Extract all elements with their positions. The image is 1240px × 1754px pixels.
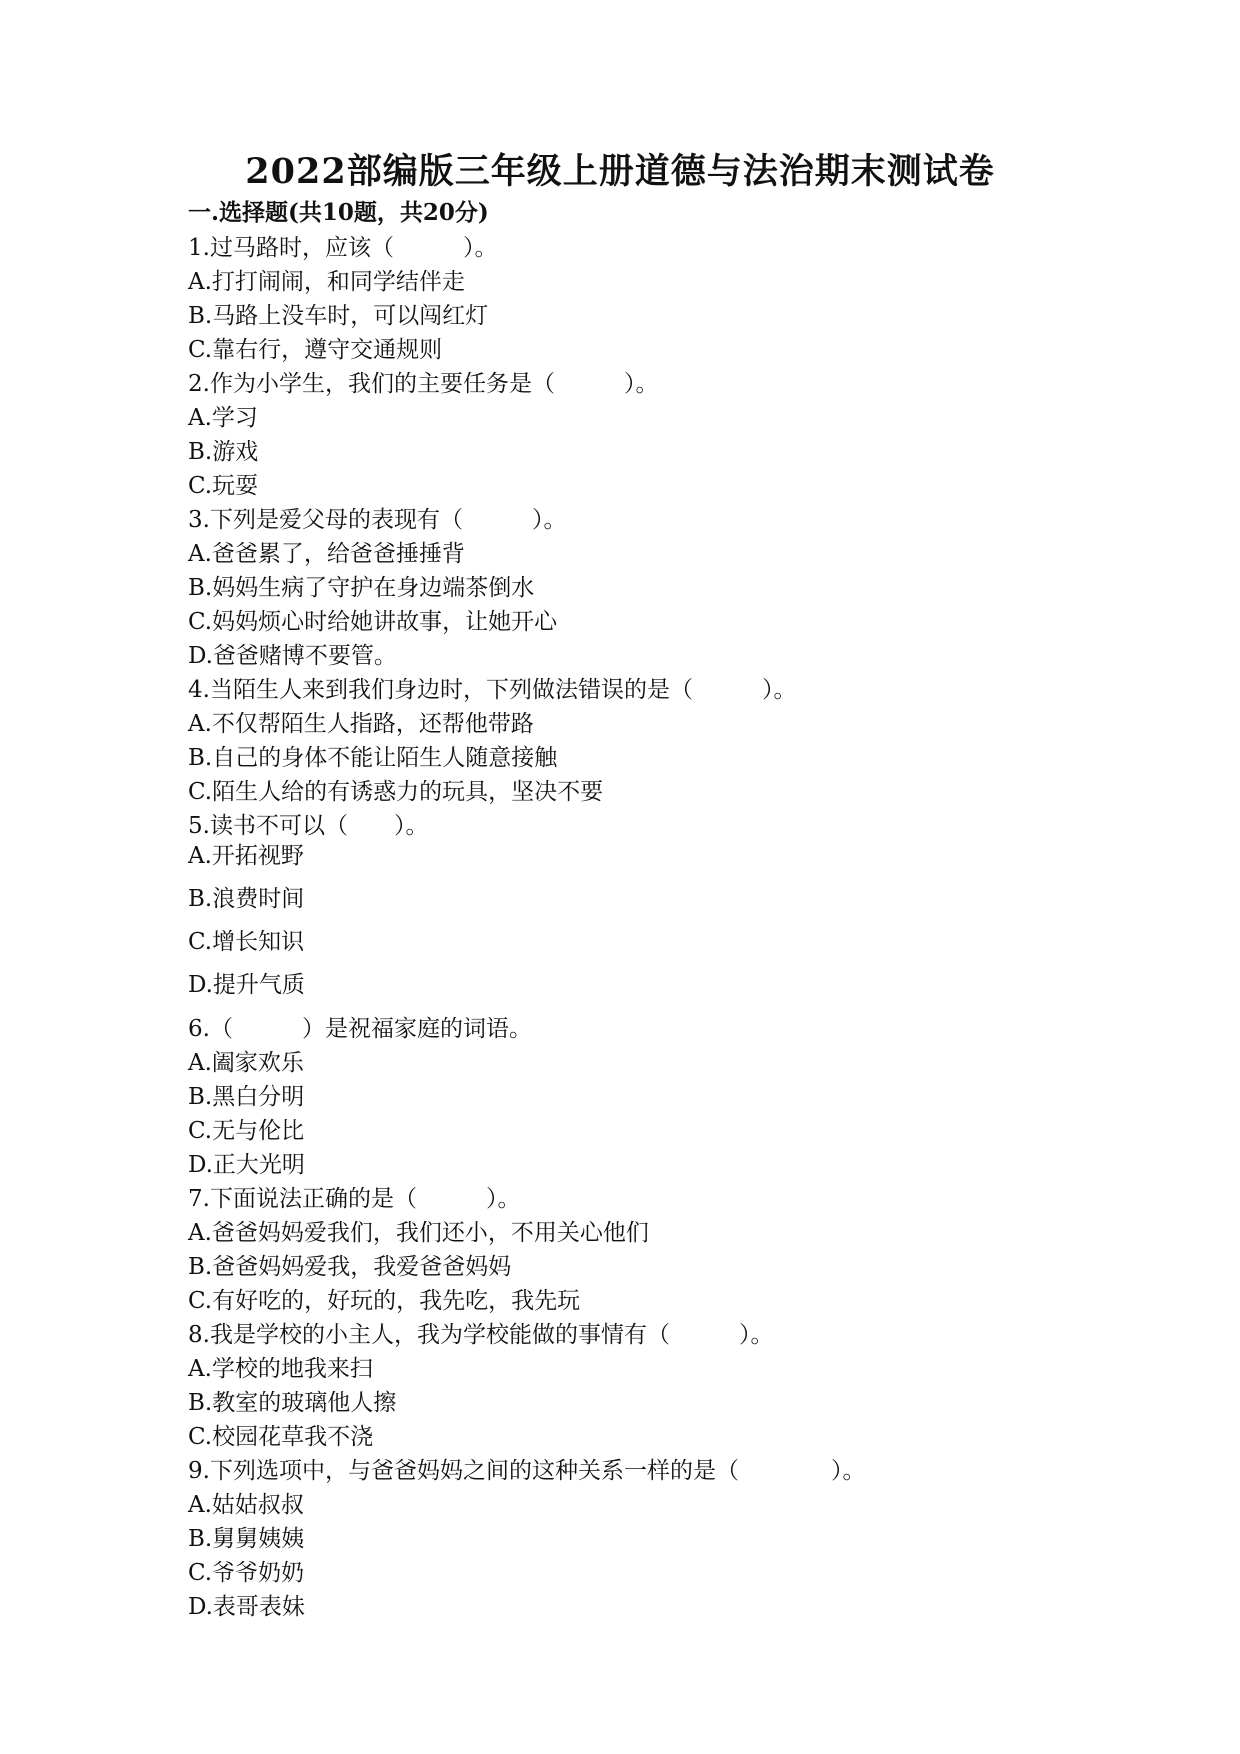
question-stem: 2.作为小学生，我们的主要任务是（ ）。 <box>188 371 659 397</box>
answer-option: C.靠右行，遵守交通规则 <box>188 337 443 363</box>
answer-option: A.爸爸累了，给爸爸捶捶背 <box>188 541 465 567</box>
answer-option: A.爸爸妈妈爱我们，我们还小，不用关心他们 <box>188 1220 649 1246</box>
question-stem: 5.读书不可以（ ）。 <box>188 813 429 839</box>
answer-option: A.开拓视野 <box>188 843 304 869</box>
answer-option: D.爸爸赌博不要管。 <box>188 643 397 669</box>
answer-option: B.舅舅姨姨 <box>188 1526 305 1552</box>
answer-option: D.正大光明 <box>188 1152 305 1178</box>
answer-option: A.阖家欢乐 <box>188 1050 304 1076</box>
answer-option: B.马路上没车时，可以闯红灯 <box>188 303 489 329</box>
answer-option: B.自己的身体不能让陌生人随意接触 <box>188 745 558 771</box>
answer-option: A.学校的地我来扫 <box>188 1356 373 1382</box>
page-title: 2022部编版三年级上册道德与法治期末测试卷 <box>245 151 995 192</box>
answer-option: C.有好吃的，好玩的，我先吃，我先玩 <box>188 1288 581 1314</box>
answer-option: B.妈妈生病了守护在身边端茶倒水 <box>188 575 535 601</box>
answer-option: A.学习 <box>188 405 258 431</box>
answer-option: A.不仅帮陌生人指路，还帮他带路 <box>188 711 534 737</box>
answer-option: B.游戏 <box>188 439 259 465</box>
answer-option: B.黑白分明 <box>188 1084 305 1110</box>
answer-option: B.教室的玻璃他人擦 <box>188 1390 397 1416</box>
question-stem: 8.我是学校的小主人，我为学校能做的事情有（ ）。 <box>188 1322 774 1348</box>
answer-option: C.妈妈烦心时给她讲故事，让她开心 <box>188 609 558 635</box>
question-stem: 9.下列选项中，与爸爸妈妈之间的这种关系一样的是（ ）。 <box>188 1458 866 1484</box>
answer-option: C.爷爷奶奶 <box>188 1560 305 1586</box>
question-stem: 4.当陌生人来到我们身边时，下列做法错误的是（ ）。 <box>188 677 797 703</box>
answer-option: C.校园花草我不浇 <box>188 1424 374 1450</box>
answer-option: C.无与伦比 <box>188 1118 305 1144</box>
answer-option: D.提升气质 <box>188 972 305 998</box>
question-stem: 3.下列是爱父母的表现有（ ）。 <box>188 507 567 533</box>
section-heading: 一.选择题(共10题，共20分) <box>188 199 489 226</box>
answer-option: D.表哥表妹 <box>188 1594 305 1620</box>
answer-option: C.玩耍 <box>188 473 259 499</box>
question-stem: 7.下面说法正确的是（ ）。 <box>188 1186 521 1212</box>
answer-option: A.打打闹闹，和同学结伴走 <box>188 269 465 295</box>
question-stem: 6.（ ）是祝福家庭的词语。 <box>188 1016 532 1042</box>
answer-option: B.爸爸妈妈爱我，我爱爸爸妈妈 <box>188 1254 512 1280</box>
answer-option: A.姑姑叔叔 <box>188 1492 304 1518</box>
answer-option: C.陌生人给的有诱惑力的玩具，坚决不要 <box>188 779 604 805</box>
answer-option: B.浪费时间 <box>188 886 305 912</box>
answer-option: C.增长知识 <box>188 929 305 955</box>
question-stem: 1.过马路时，应该（ ）。 <box>188 235 498 261</box>
